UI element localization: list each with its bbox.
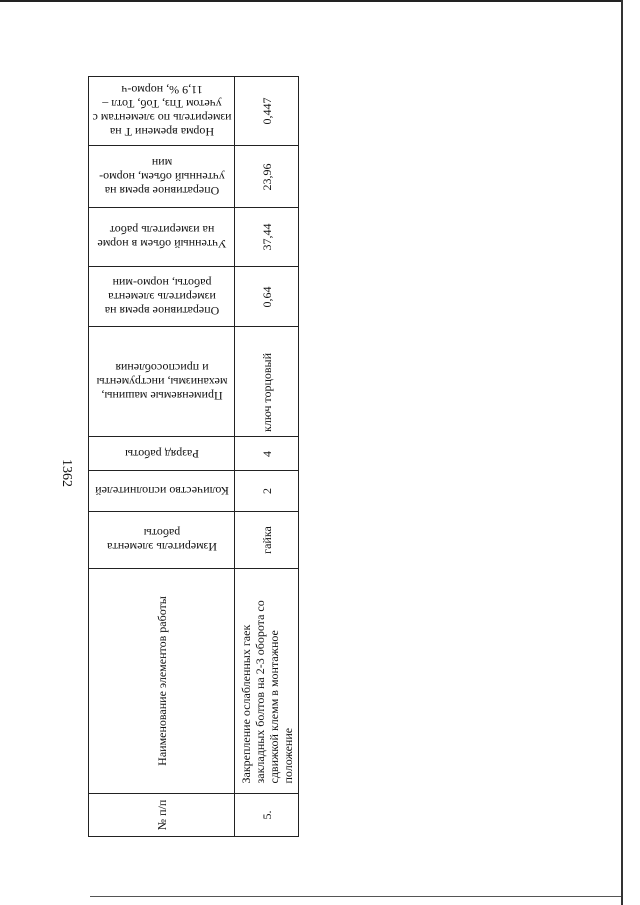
table-row [89, 512, 299, 569]
scan-border-bottom [90, 896, 621, 897]
value-op-time-volume: 23,96 [235, 146, 299, 208]
value-grade: 4 [235, 437, 299, 471]
table-row [89, 327, 299, 437]
value-op-time-element: 0,64 [235, 267, 299, 327]
header-volume-norm: Учтенный объем в норме на измеритель работ [89, 208, 235, 267]
header-machines: Применяемые машины, механизмы, инструменты и приспособления [89, 327, 235, 437]
header-op-time-element: Оперативное время на измеритель элемента работы, нормо-мин [89, 267, 235, 327]
value-num: 5. [235, 794, 299, 837]
value-workers: 2 [235, 471, 299, 512]
value-norm-time: 0,447 [235, 77, 299, 146]
value-volume-norm: 37,44 [235, 208, 299, 267]
header-norm-time: Норма времени Т на измеритель по элементам с учетом Тпз, Тоб, Тотл – 11,9 %, нормо-ч [89, 77, 235, 146]
header-workers: Количество исполнителей [89, 471, 235, 512]
value-unit: гайка [235, 512, 299, 569]
work-elements-table [88, 76, 298, 836]
table-row [89, 146, 299, 208]
scan-border-right [621, 0, 623, 905]
header-num: № п/п [89, 794, 235, 837]
header-op-time-volume: Оперативное время на учтенный объем, нормо-мин [89, 146, 235, 208]
table-row [89, 267, 299, 327]
table-row [89, 471, 299, 512]
page-number: 1362 [59, 459, 74, 487]
header-element-name: Наименование элементов работы [89, 569, 235, 794]
scan-border-top [0, 0, 621, 2]
table-row [89, 437, 299, 471]
value-machines: ключ торцовый [235, 327, 299, 437]
value-element-name: Закрепление ослабленных гаек закладных болтов на 2-3 оборота со сдвижкой клемм в монтажное положение [235, 569, 299, 794]
table-row [89, 569, 299, 794]
table-row [89, 208, 299, 267]
header-grade: Разряд работы [89, 437, 235, 471]
table-row [89, 794, 299, 837]
header-unit: Измеритель элемента работы [89, 512, 235, 569]
table-row [89, 77, 299, 146]
